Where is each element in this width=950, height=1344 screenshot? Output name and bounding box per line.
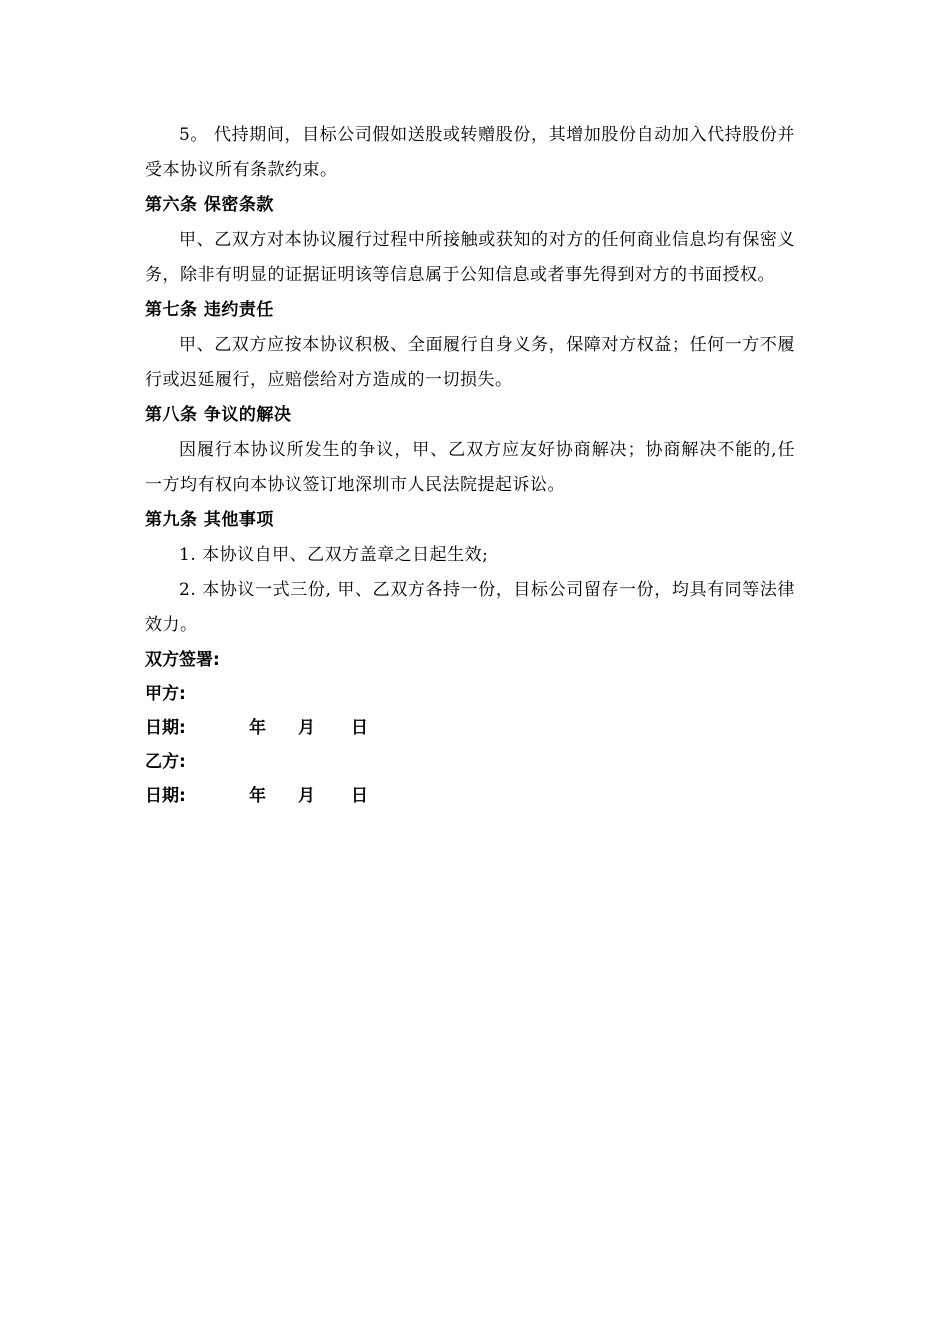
party-b-label: 乙方: [145,752,186,772]
party-a-label: 甲方: [145,684,186,704]
article-8-body: 因履行本协议所发生的争议，甲、乙双方应友好协商解决；协商解决不能的,任一方均有权向本协议签订地深圳市人民法院提起诉讼。 [145,440,795,495]
signature-block [145,643,795,813]
article-6-body: 甲、乙双方对本协议履行过程中所接触或获知的对方的任何商业信息均有保密义务，除非有明显的证据证明该等信息属于公知信息或者事先得到对方的书面授权。 [145,230,795,285]
signature-title: 双方签署: [145,650,220,670]
party-a-year: 年 [249,718,266,738]
article-9-item-1: 1. 本协议自甲、乙双方盖章之日起生效; [179,545,489,565]
party-a-date-label: 日期: [145,718,186,738]
clause-5-item-5: 5。 代持期间，目标公司假如送股或转赠股份，其增加股份自动加入代持股份并受本协议所有条款约束。 [145,125,795,180]
party-b-date-label: 日期: [145,786,186,806]
party-a-day: 日 [351,718,368,738]
document-page [145,118,795,813]
party-b-date-line [145,779,795,813]
party-b-year: 年 [249,786,266,806]
article-7-body: 甲、乙双方应按本协议积极、全面履行自身义务，保障对方权益；任何一方不履行或迟延履行，应赔偿给对方造成的一切损失。 [145,335,795,390]
article-6-heading: 第六条 保密条款 [145,195,274,215]
party-a-month: 月 [298,718,315,738]
party-b-month: 月 [298,786,315,806]
article-8-heading: 第八条 争议的解决 [145,405,292,425]
party-b-day: 日 [351,786,368,806]
article-7-heading: 第七条 违约责任 [145,300,274,320]
article-9-item-2: 2. 本协议一式三份, 甲、乙双方各持一份，目标公司留存一份，均具有同等法律效力。 [145,580,795,635]
article-9-heading: 第九条 其他事项 [145,510,274,530]
party-a-date-line [145,711,795,745]
